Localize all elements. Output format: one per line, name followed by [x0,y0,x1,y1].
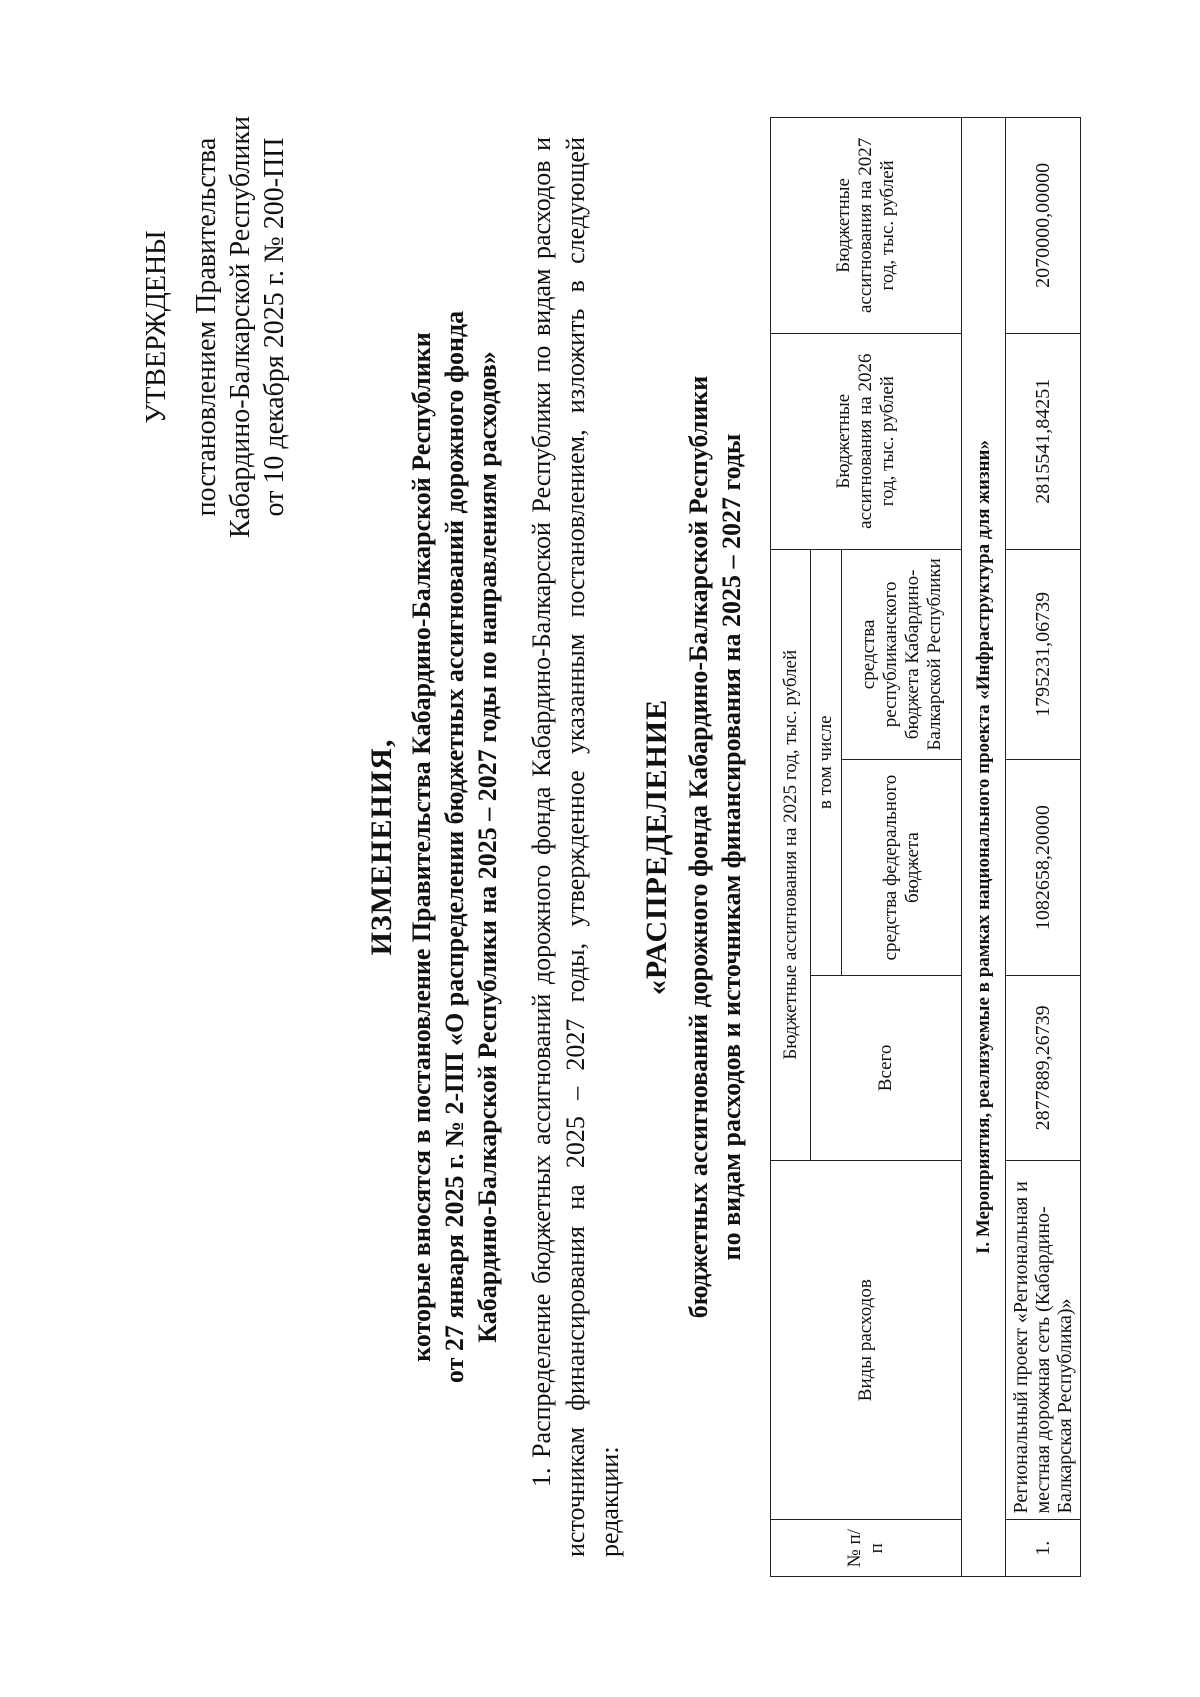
cell-total: 2877889,26739 [1006,975,1081,1160]
header-budget-2027: Бюджетные ассигнования на 2027 год, тыс. рублей [771,118,962,334]
approval-line: Кабардино-Балкарской Республики [225,116,256,538]
approval-block [140,57,292,597]
header-total: Всего [811,975,962,1160]
body-paragraph [525,137,627,1557]
cell-2026: 2815541,84251 [1006,333,1081,549]
header-budget-2026: Бюджетные ассигнования на 2026 год, тыс. рублей [771,333,962,549]
section-title: I. Мероприятия, реализуемые в рамках национального проекта «Инфраструктура для жизни» [962,118,1006,1577]
changes-subtitle [405,117,504,1577]
header-num: № п/п [771,1520,962,1577]
changes-subtitle-line: от 27 января 2025 г. № 2-ПП «О распределении бюджетных ассигнований дорожного фонда [440,310,469,1384]
body-paragraph-text: 1. Распределение бюджетных ассигнований дорожного фонда Кабардино-Балкарской Республики по видам расходов и источникам финансирования на 2025 – 2027 годы, утвержденное указанным постановлением, изложить в следующей редакции: [527,137,624,1557]
cell-kind: Региональный проект «Региональная и местная дорожная сеть (Кабардино-Балкарская Республика)» [1006,1160,1081,1520]
header-budget-2025: Бюджетные ассигнования на 2025 год, тыс. рублей [771,549,811,1160]
cell-federal: 1082658,20000 [1006,760,1081,976]
cell-num: 1. [1006,1520,1081,1577]
distribution-subtitle [682,117,748,1577]
distribution-subtitle-line: бюджетных ассигнований дорожного фонда Кабардино-Балкарской Республики [684,375,713,1319]
header-federal: средства федерального бюджета [842,760,962,976]
cell-republic: 1795231,06739 [1006,549,1081,760]
distribution-table [770,117,1081,1577]
approval-line: постановлением Правительства [191,137,222,517]
header-republic: средства республиканского бюджета Кабардино-Балкарской Республики [842,549,962,760]
table-row [1006,118,1081,1577]
changes-heading: ИЗМЕНЕНИЯ, [365,738,398,956]
header-including: в том числе [811,549,842,975]
cell-2027: 2070000,00000 [1006,118,1081,334]
distribution-subtitle-line: по видам расходов и источникам финансирования на 2025 – 2027 годы [717,433,746,1261]
header-kinds: Виды расходов [771,1160,962,1520]
changes-subtitle-line: которые вносятся в постановление Правительства Кабардино-Балкарской Республики [407,332,436,1362]
approval-heading: УТВЕРЖДЕНЫ [141,230,172,424]
changes-subtitle-line: Кабардино-Балкарской Республики на 2025 – 2027 годы по направлениям расходов» [473,351,502,1343]
approval-line: от 10 декабря 2025 г. № 200-ПП [259,137,290,517]
distribution-heading: «РАСПРЕДЕЛЕНИЕ [640,698,673,996]
